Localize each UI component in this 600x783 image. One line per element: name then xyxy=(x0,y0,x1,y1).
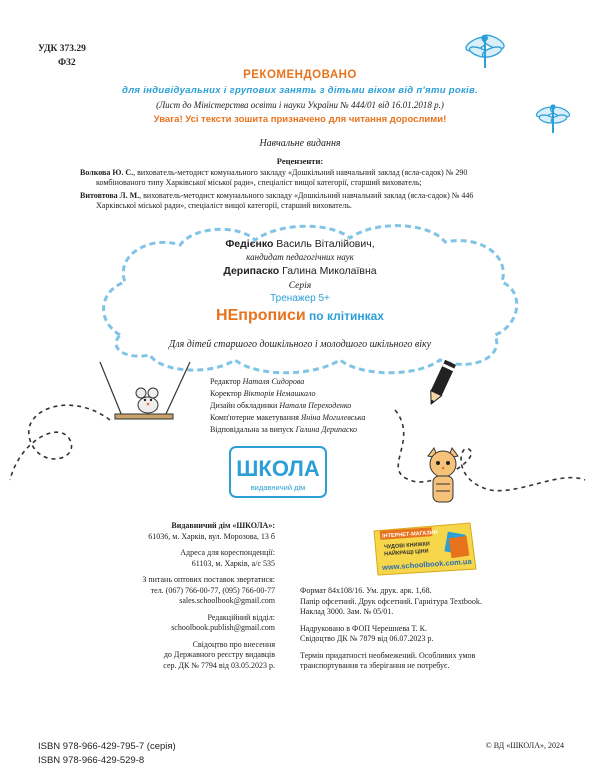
author-2-name: Галина Миколаївна xyxy=(279,265,377,277)
credit-role: Дизайн обкладинки xyxy=(210,401,280,410)
technical-info xyxy=(300,586,590,672)
credits-list xyxy=(210,376,365,436)
author-1-degree: кандидат педагогічних наук xyxy=(246,252,354,262)
web-shop-banner xyxy=(370,521,480,577)
credit-person: Яніна Могилевська xyxy=(300,413,366,422)
author-1-surname: Федієнко xyxy=(225,238,274,250)
reviewer-text-cont: Харківської міської ради», спеціаліст вищої категорії, старший вихователь. xyxy=(96,201,352,210)
registry-cert-1: Свідоцтво про внесення xyxy=(192,639,275,649)
logo-name: ШКОЛА xyxy=(236,456,320,481)
publisher-info xyxy=(110,521,275,671)
author-1-name: Василь Віталійович, xyxy=(273,238,375,250)
book-title-rest: по клітинках xyxy=(305,309,384,323)
credit-role: Комп'ютерне макетування xyxy=(210,413,301,422)
copyright: © ВД «ШКОЛА», 2024 xyxy=(485,741,564,750)
publisher-logo xyxy=(229,446,327,498)
catalog-code: Ф32 xyxy=(58,58,76,68)
shop-url: www.schoolbook.com.ua xyxy=(381,556,472,572)
shop-slogan-1: ЧУДОВІ КНИЖКИ xyxy=(383,541,431,551)
mouse-icon xyxy=(128,383,168,419)
reviewer-text-cont: комбінованого типу Харківської міської ради», спеціаліст вищої категорії, старший вихователь; xyxy=(96,178,422,187)
credit-line xyxy=(210,412,365,424)
pencil-icon xyxy=(420,360,460,410)
series-label: Серія xyxy=(288,281,312,291)
dragonfly-icon xyxy=(455,30,515,70)
shop-slogan-2: НАЙКРАЩІ ЦІНИ xyxy=(383,548,429,558)
author-2 xyxy=(0,265,600,277)
logo-sub: видавничий дім xyxy=(250,483,306,492)
reviewer-text: , вихователь-методист комунального закладу «Дошкільний навчальний заклад (ясла-садок) № 290 xyxy=(133,168,468,177)
publisher-name: Видавничий дім «ШКОЛА»: xyxy=(171,521,275,530)
run-line: Наклад 3000. Зам. № 05/01. xyxy=(300,607,394,616)
cat-icon xyxy=(420,446,466,506)
series-name: Тренажер 5+ xyxy=(270,293,330,304)
editorial-label: Редакційний відділ: xyxy=(207,612,275,622)
adult-warning: Увага! Усі тексти зошита призначено для читання дорослими! xyxy=(153,114,447,125)
reviewer-1 xyxy=(80,168,550,188)
credit-line xyxy=(210,388,365,400)
credit-role: Відповідальна за випуск xyxy=(210,425,296,434)
registry-cert-2: до Державного реєстру видавців xyxy=(163,650,275,659)
book-title xyxy=(0,307,600,325)
shop-label: ІНТЕРНЕТ-МАГАЗИН xyxy=(381,529,438,540)
reviewers-heading: Рецензенти: xyxy=(276,156,324,166)
printer-cert-line: Свідоцтво ДК № 7879 від 06.07.2023 р. xyxy=(300,634,434,643)
author-1 xyxy=(0,238,600,250)
paper-line: Папір офсетний. Друк офсетний. Гарнітура Textbook. xyxy=(300,596,482,606)
credit-role: Редактор xyxy=(210,377,243,386)
credit-person: Вікторія Немашкало xyxy=(243,389,316,398)
credit-line xyxy=(210,424,365,436)
author-2-surname: Дерипаско xyxy=(223,265,280,277)
edition-type: Навчальне видання xyxy=(259,138,341,149)
phones: тел. (067) 766-00-77, (095) 766-00-77 xyxy=(150,585,275,595)
reviewer-name: Витовтова Л. М. xyxy=(80,191,140,200)
recommended-title: РЕКОМЕНДОВАНО xyxy=(243,69,357,81)
credit-line xyxy=(210,376,365,388)
book-subtitle: Для дітей старшого дошкільного і молодшого шкільного віку xyxy=(168,339,432,350)
reviewer-text: , вихователь-методист комунального закладу «Дошкільний навчальний заклад (ясла-садок) № 446 xyxy=(139,191,474,200)
reviewer-name: Волкова Ю. С. xyxy=(80,168,134,177)
credit-person: Наталя Переходенко xyxy=(279,401,352,410)
printed-line: Надруковано в ФОП Черешнева Т. К. xyxy=(300,623,427,633)
shelf-life-line-1: Термін придатності необмежений. Особливих умов xyxy=(300,650,476,660)
credit-person: Галина Дерипаско xyxy=(295,425,357,434)
ministry-letter: (Лист до Міністерства освіти і науки України № 444/01 від 16.01.2018 р.) xyxy=(156,100,444,110)
wholesale-label: З питань оптових поставок звертатися: xyxy=(142,575,275,584)
udk-block xyxy=(38,42,86,70)
book-title-main: НЕпрописи xyxy=(216,307,306,324)
editorial-email: schoolbook.publish@gmail.com xyxy=(171,623,275,632)
isbn-book: ISBN 978-966-429-529-8 xyxy=(38,755,145,766)
credit-line xyxy=(210,400,365,412)
recommended-line: для індивідуальних і групових занять з дітьми віком від п'яти років. xyxy=(122,85,478,96)
shelf-life-line-2: транспортування та зберігання не потребує. xyxy=(300,661,450,670)
registry-cert-3: сер. ДК № 7794 від 03.05.2023 р. xyxy=(163,660,275,670)
isbn-series: ISBN 978-966-429-795-7 (серія) xyxy=(38,741,176,752)
correspondence-address: 61103, м. Харків, а/с 535 xyxy=(191,558,275,568)
format-line: Формат 84х108/16. Ум. друк. арк. 1,68. xyxy=(300,586,432,595)
udk-code: УДК 373.29 xyxy=(38,44,86,54)
correspondence-label: Адреса для кореспонденції: xyxy=(180,548,275,557)
isbn-block xyxy=(38,740,176,768)
publisher-address: 61036, м. Харків, вул. Морозова, 13 б xyxy=(148,531,275,541)
sales-email: sales.schoolbook@gmail.com xyxy=(179,596,275,605)
credit-role: Коректор xyxy=(210,389,244,398)
credit-person: Наталя Сидорова xyxy=(242,377,305,386)
